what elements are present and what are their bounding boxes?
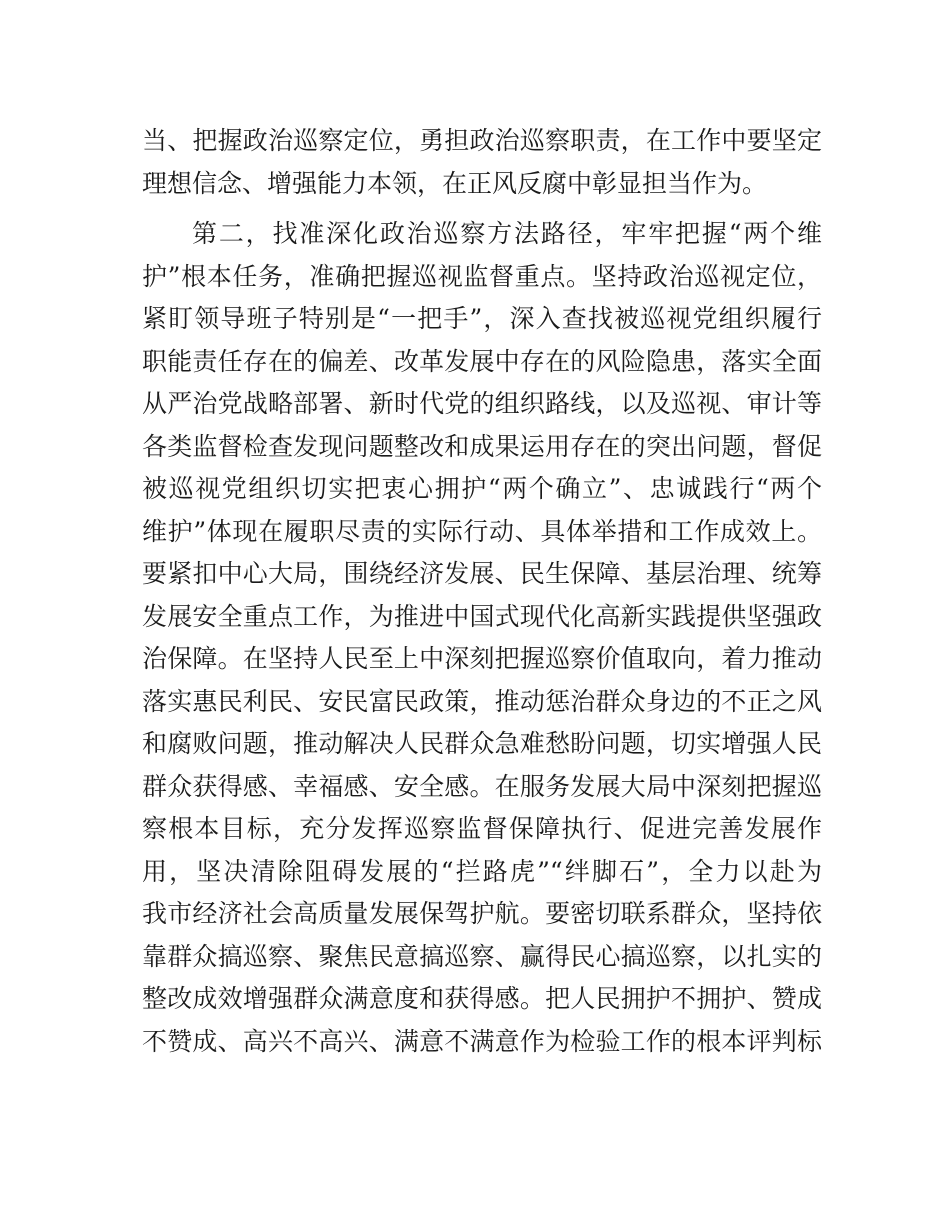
text-line: 不赞成、高兴不高兴、满意不满意作为检验工作的根本评判标 [142, 1026, 822, 1056]
paragraph-1 [142, 120, 822, 205]
text-line: 从严治党战略部署、新时代党的组织路线，以及巡视、审计等 [142, 389, 822, 418]
text-line: 理想信念、增强能力本领，在正风反腐中彰显担当作为。 [142, 168, 768, 198]
text-line: 靠群众搞巡察、聚焦民意搞巡察、赢得民心搞巡察，以扎实的 [142, 941, 822, 971]
text-line: 当、把握政治巡察定位，勇担政治巡察职责，在工作中要坚定 [142, 126, 822, 155]
text-line: 第二，找准深化政治巡察方法路径，牢牢把握“两个维 [192, 219, 822, 248]
text-line: 察根本目标，充分发挥巡察监督保障执行、促进完善发展作 [142, 814, 822, 843]
text-line: 落实惠民利民、安民富民政策，推动惩治群众身边的不正之风 [142, 686, 822, 716]
text-line: 整改成效增强群众满意度和获得感。把人民拥护不拥护、赞成 [142, 984, 822, 1013]
text-line: 职能责任存在的偏差、改革发展中存在的风险隐患，落实全面 [142, 346, 822, 376]
text-line: 维护”体现在履职尽责的实际行动、具体举措和工作成效上。 [142, 516, 822, 546]
paragraph-2 [142, 213, 822, 1106]
text-line: 紧盯领导班子特别是“一把手”，深入查找被巡视党组织履行 [142, 304, 822, 333]
text-line: 我市经济社会高质量发展保驾护航。要密切联系群众，坚持依 [142, 899, 822, 928]
text-line: 各类监督检查发现问题整改和成果运用存在的突出问题，督促 [142, 431, 822, 461]
text-line: 和腐败问题，推动解决人民群众急难愁盼问题，切实增强人民 [142, 729, 822, 758]
body-text [142, 120, 822, 1106]
text-line [142, 1063, 822, 1106]
text-line: 发展安全重点工作，为推进中国式现代化高新实践提供坚强政 [142, 601, 822, 631]
paragraph-gap [142, 205, 822, 213]
text-line: 被巡视党组织切实把衷心拥护“两个确立”、忠诚践行“两个 [142, 474, 822, 503]
text-line: 要紧扣中心大局，围绕经济发展、民生保障、基层治理、统筹 [142, 559, 822, 588]
text-line: 群众获得感、幸福感、安全感。在服务发展大局中深刻把握巡 [142, 771, 822, 801]
text-line: 治保障。在坚持人民至上中深刻把握巡察价值取向，着力推动 [142, 644, 822, 673]
text-line: 用，坚决清除阻碍发展的“拦路虎”“绊脚石”，全力以赴为 [142, 856, 822, 886]
text-line: 护”根本任务，准确把握巡视监督重点。坚持政治巡视定位， [142, 261, 822, 291]
